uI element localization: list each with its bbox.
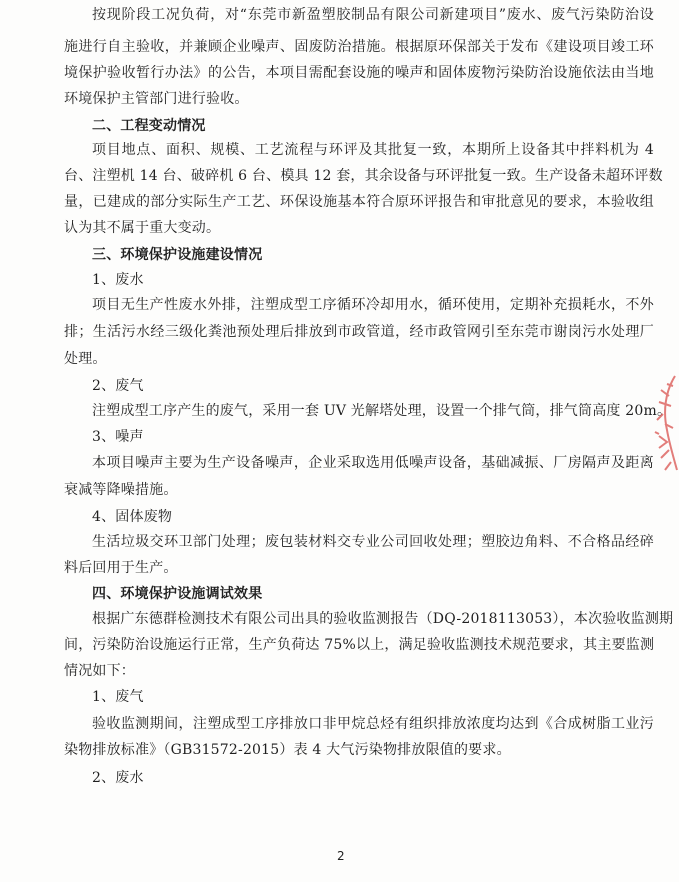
paragraph-line: 注塑成型工序产生的废气，采用一套 UV 光解塔处理，设置一个排气筒，排气筒高度 20m。 xyxy=(92,403,672,419)
page-number: 2 xyxy=(337,849,345,863)
paragraph-line: 认为其不属于重大变动。 xyxy=(64,220,221,236)
paragraph-line: 境保护验收暂行办法》的公告，本项目需配套设施的噪声和固体废物污染防治设施依法由当地 xyxy=(64,65,654,81)
paragraph-line: 本项目噪声主要为生产设备噪声，企业采取选用低噪声设备，基础减振、厂房隔声及距离 xyxy=(92,455,654,471)
paragraph-line: 衰减等降噪措施。 xyxy=(64,482,178,498)
paragraph-line: 环境保护主管部门进行验收。 xyxy=(64,91,249,107)
paragraph-line: 料后回用于生产。 xyxy=(64,560,178,576)
subsection-heading: 1、废水 xyxy=(92,272,144,288)
paragraph-line: 间，污染防治设施运行正常，生产负荷达 75%以上，满足验收监测技术规范要求，其主要监测 xyxy=(64,637,655,653)
subsection-heading: 2、废气 xyxy=(92,378,144,394)
subsection-heading: 4、固体废物 xyxy=(92,509,173,525)
section-heading: 二、工程变动情况 xyxy=(92,118,206,134)
paragraph-line: 处理。 xyxy=(64,351,107,367)
paragraph-line: 台、注塑机 14 台、破碎机 6 台、模具 12 套，其余设备与环评批复一致。生产设备未超环评数 xyxy=(64,168,663,184)
subsection-heading: 3、噪声 xyxy=(92,429,144,445)
section-heading: 四、环境保护设施调试效果 xyxy=(92,586,263,602)
paragraph-line: 情况如下： xyxy=(64,663,135,679)
paragraph-line: 染物排放标准》（GB31572-2015）表 4 大气污染物排放限值的要求。 xyxy=(64,742,511,758)
paragraph-line: 施进行自主验收，并兼顾企业噪声、固废防治措施。根据原环保部关于发布《建设项目竣工环 xyxy=(64,39,654,55)
paragraph-line: 排；生活污水经三级化粪池预处理后排放到市政管道，经市政管网引至东莞市谢岗污水处理厂 xyxy=(64,324,654,340)
subsection-heading: 2、废水 xyxy=(92,770,144,786)
paragraph-line: 根据广东德群检测技术有限公司出具的验收监测报告（DQ-2018113053），本次验收监测期 xyxy=(92,611,674,627)
paragraph-line: 项目地点、面积、规模、工艺流程与环评及其批复一致，本期所上设备其中拌料机为 4 xyxy=(92,142,654,158)
paragraph-line: 验收监测期间，注塑成型工序排放口非甲烷总烃有组织排放浓度均达到《合成树脂工业污 xyxy=(92,716,654,732)
paragraph-line: 生活垃圾交环卫部门处理；废包装材料交专业公司回收处理；塑胶边角料、不合格品经碎 xyxy=(92,534,654,550)
paragraph-line: 量，已建成的部分实际生产工艺、环保设施基本符合原环评报告和审批意见的要求，本验收组 xyxy=(64,194,654,210)
stamp-icon xyxy=(647,372,679,482)
subsection-heading: 1、废气 xyxy=(92,689,144,705)
paragraph-line: 按现阶段工况负荷，对“东莞市新盈塑胶制品有限公司新建项目”废水、废气污染防治设 xyxy=(92,7,654,23)
paragraph-line: 项目无生产性废水外排，注塑成型工序循环冷却用水，循环使用，定期补充损耗水，不外 xyxy=(92,297,654,313)
section-heading: 三、环境保护设施建设情况 xyxy=(92,247,263,263)
